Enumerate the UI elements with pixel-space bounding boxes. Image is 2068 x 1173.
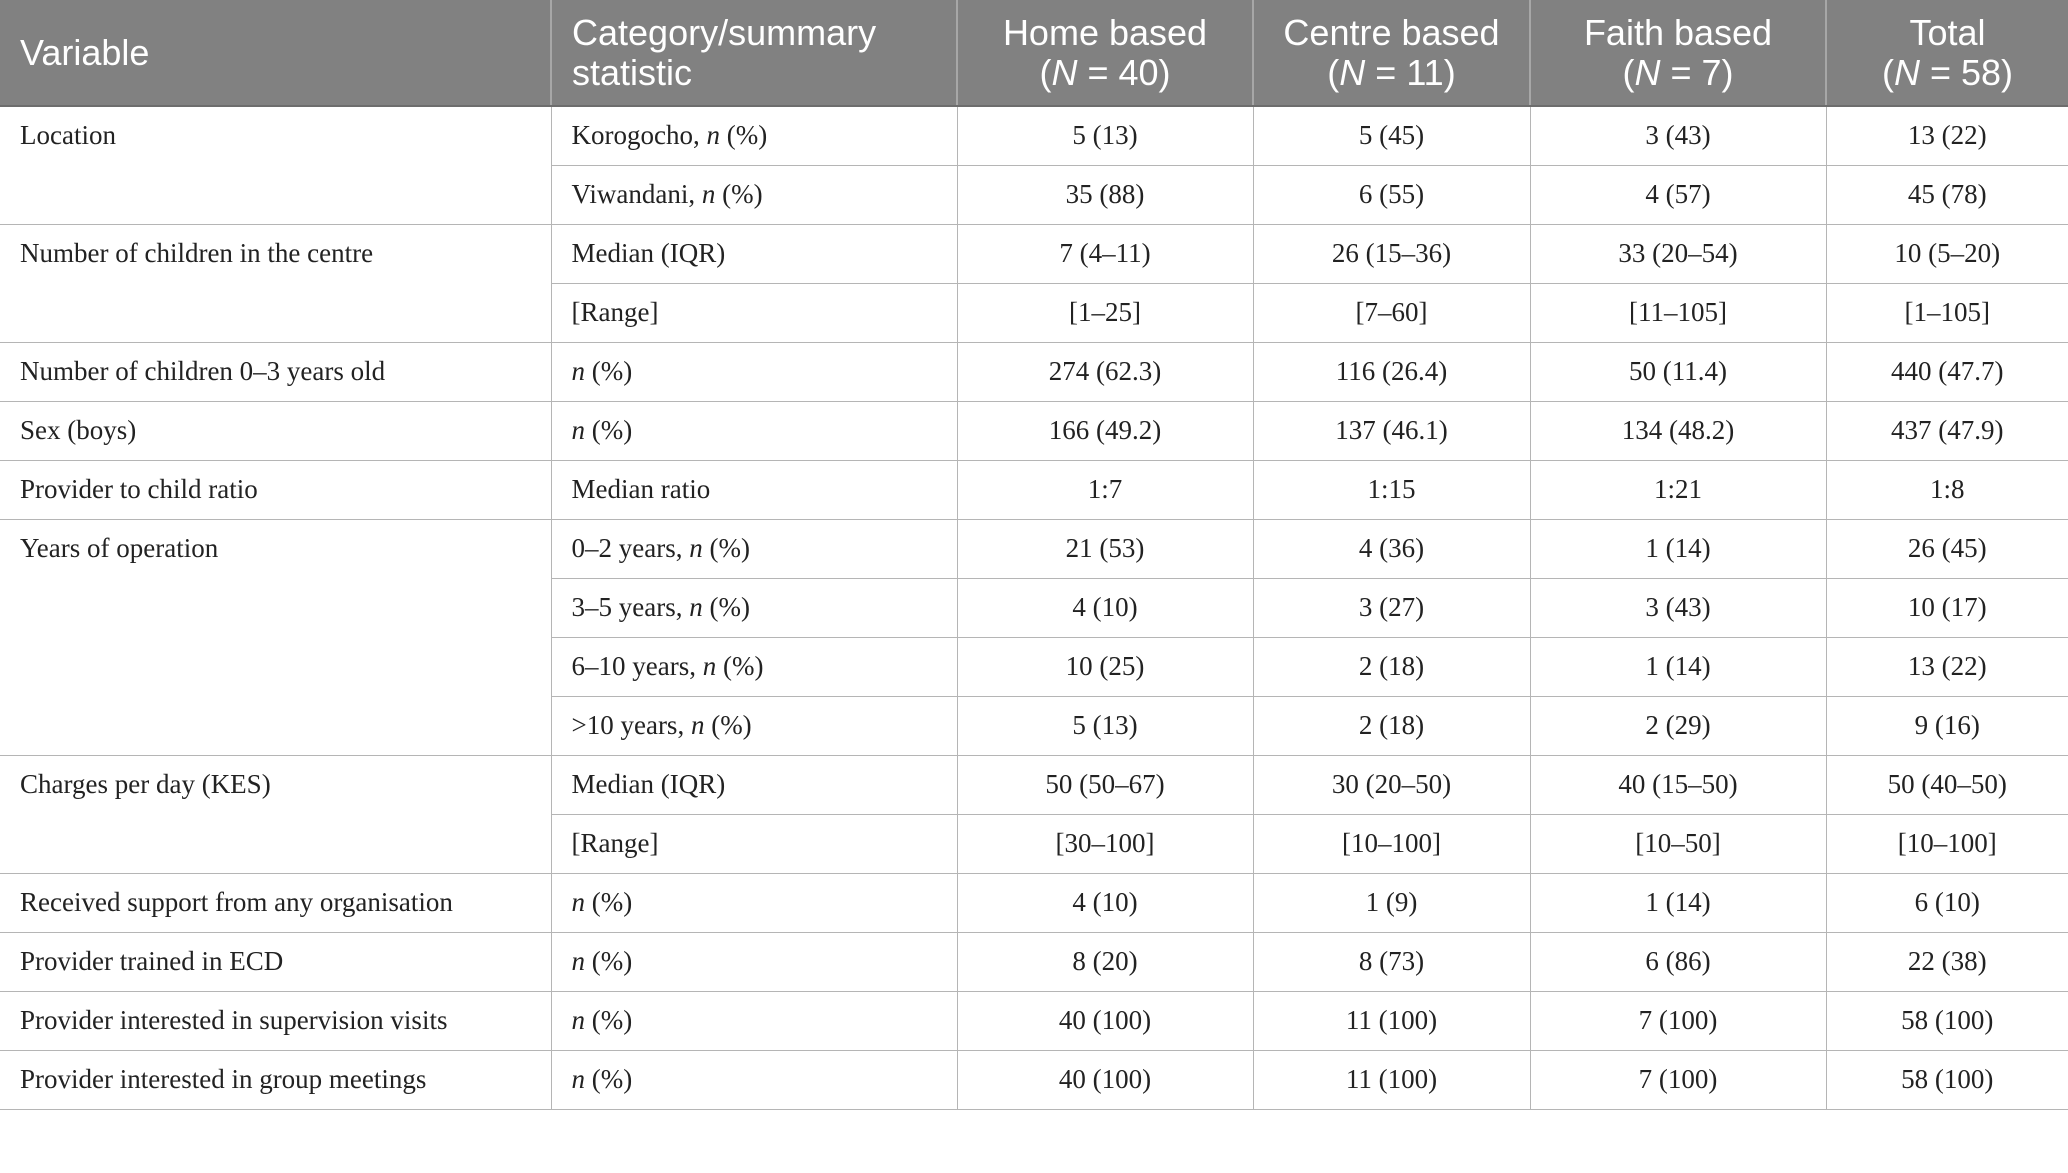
faith-cell: 2 (29) (1530, 696, 1826, 755)
header-centre-line1: Centre based (1283, 11, 1500, 53)
total-cell: 26 (45) (1826, 519, 2068, 578)
total-cell: 437 (47.9) (1826, 401, 2068, 460)
header-faith-based (1530, 0, 1826, 106)
variable-cell: Sex (boys) (0, 401, 551, 460)
home-cell: 5 (13) (957, 106, 1253, 165)
table-row (0, 224, 2068, 283)
home-cell: 4 (10) (957, 578, 1253, 637)
table-row (0, 460, 2068, 519)
faith-cell: [10–50] (1530, 814, 1826, 873)
faith-cell: 6 (86) (1530, 932, 1826, 991)
category-cell: Median ratio (551, 460, 957, 519)
faith-cell: 1 (14) (1530, 637, 1826, 696)
total-cell: 13 (22) (1826, 106, 2068, 165)
header-row (0, 0, 2068, 106)
home-cell: 1:7 (957, 460, 1253, 519)
category-cell: n (%) (551, 873, 957, 932)
header-centre-based (1253, 0, 1530, 106)
header-category-line2: statistic (572, 51, 693, 93)
category-cell: Korogocho, n (%) (551, 106, 957, 165)
faith-cell: 3 (43) (1530, 578, 1826, 637)
header-faith-line1: Faith based (1583, 11, 1773, 53)
home-cell: 166 (49.2) (957, 401, 1253, 460)
variable-cell: Provider interested in group meetings (0, 1050, 551, 1109)
faith-cell: 3 (43) (1530, 106, 1826, 165)
home-cell: 4 (10) (957, 873, 1253, 932)
faith-cell: 33 (20–54) (1530, 224, 1826, 283)
variable-cell: Charges per day (KES) (0, 755, 551, 873)
faith-cell: 40 (15–50) (1530, 755, 1826, 814)
faith-cell: 1 (14) (1530, 519, 1826, 578)
faith-cell: 7 (100) (1530, 991, 1826, 1050)
table-row (0, 106, 2068, 165)
variable-cell: Number of children 0–3 years old (0, 342, 551, 401)
faith-cell: 1:21 (1530, 460, 1826, 519)
home-cell: 40 (100) (957, 1050, 1253, 1109)
total-cell: 440 (47.7) (1826, 342, 2068, 401)
faith-cell: 134 (48.2) (1530, 401, 1826, 460)
home-cell: 7 (4–11) (957, 224, 1253, 283)
faith-cell: 7 (100) (1530, 1050, 1826, 1109)
category-cell: n (%) (551, 401, 957, 460)
header-category (551, 0, 957, 106)
total-cell: 58 (100) (1826, 991, 2068, 1050)
centre-cell: 2 (18) (1253, 637, 1530, 696)
table-row (0, 342, 2068, 401)
total-cell: 6 (10) (1826, 873, 2068, 932)
category-cell: n (%) (551, 991, 957, 1050)
home-cell: [1–25] (957, 283, 1253, 342)
total-cell: 9 (16) (1826, 696, 2068, 755)
home-cell: 35 (88) (957, 165, 1253, 224)
home-cell: [30–100] (957, 814, 1253, 873)
centre-cell: [10–100] (1253, 814, 1530, 873)
header-variable-label: Variable (20, 31, 150, 73)
table-header (0, 0, 2068, 106)
total-cell: 10 (17) (1826, 578, 2068, 637)
header-home-based (957, 0, 1253, 106)
home-cell: 21 (53) (957, 519, 1253, 578)
total-cell: [10–100] (1826, 814, 2068, 873)
variable-cell: Years of operation (0, 519, 551, 755)
table-row (0, 401, 2068, 460)
home-cell: 8 (20) (957, 932, 1253, 991)
header-total (1826, 0, 2068, 106)
table-row (0, 873, 2068, 932)
home-cell: 50 (50–67) (957, 755, 1253, 814)
table-row (0, 1050, 2068, 1109)
category-cell: 6–10 years, n (%) (551, 637, 957, 696)
header-faith-line2: (N = 7) (1622, 51, 1734, 93)
centre-cell: 11 (100) (1253, 1050, 1530, 1109)
table-row (0, 991, 2068, 1050)
header-home-line1: Home based (1002, 11, 1208, 53)
centre-cell: 116 (26.4) (1253, 342, 1530, 401)
total-cell: [1–105] (1826, 283, 2068, 342)
table-row (0, 755, 2068, 814)
category-cell: Median (IQR) (551, 224, 957, 283)
category-cell: Viwandani, n (%) (551, 165, 957, 224)
variable-cell: Location (0, 106, 551, 224)
centre-cell: 1 (9) (1253, 873, 1530, 932)
category-cell: n (%) (551, 342, 957, 401)
category-cell: n (%) (551, 932, 957, 991)
category-cell: Median (IQR) (551, 755, 957, 814)
category-cell: [Range] (551, 283, 957, 342)
total-cell: 58 (100) (1826, 1050, 2068, 1109)
table-body (0, 106, 2068, 1109)
faith-cell: [11–105] (1530, 283, 1826, 342)
faith-cell: 1 (14) (1530, 873, 1826, 932)
home-cell: 40 (100) (957, 991, 1253, 1050)
variable-cell: Received support from any organisation (0, 873, 551, 932)
header-centre-line2: (N = 11) (1327, 51, 1456, 93)
centre-cell: 11 (100) (1253, 991, 1530, 1050)
header-category-line1: Category/summary (572, 11, 877, 53)
centre-cell: 26 (15–36) (1253, 224, 1530, 283)
total-cell: 45 (78) (1826, 165, 2068, 224)
header-total-line1: Total (1909, 11, 1986, 53)
variable-cell: Number of children in the centre (0, 224, 551, 342)
centre-cell: 30 (20–50) (1253, 755, 1530, 814)
category-cell: 3–5 years, n (%) (551, 578, 957, 637)
category-cell: n (%) (551, 1050, 957, 1109)
table-row (0, 932, 2068, 991)
total-cell: 22 (38) (1826, 932, 2068, 991)
category-cell: 0–2 years, n (%) (551, 519, 957, 578)
centre-cell: 5 (45) (1253, 106, 1530, 165)
table-row (0, 519, 2068, 578)
centre-cell: 8 (73) (1253, 932, 1530, 991)
home-cell: 274 (62.3) (957, 342, 1253, 401)
category-cell: >10 years, n (%) (551, 696, 957, 755)
centre-cell: 6 (55) (1253, 165, 1530, 224)
total-cell: 10 (5–20) (1826, 224, 2068, 283)
variable-cell: Provider interested in supervision visits (0, 991, 551, 1050)
centre-cell: 2 (18) (1253, 696, 1530, 755)
centre-cell: 4 (36) (1253, 519, 1530, 578)
total-cell: 1:8 (1826, 460, 2068, 519)
total-cell: 50 (40–50) (1826, 755, 2068, 814)
total-cell: 13 (22) (1826, 637, 2068, 696)
centre-cell: 3 (27) (1253, 578, 1530, 637)
centre-cell: 137 (46.1) (1253, 401, 1530, 460)
variable-cell: Provider trained in ECD (0, 932, 551, 991)
centre-cell: [7–60] (1253, 283, 1530, 342)
home-cell: 10 (25) (957, 637, 1253, 696)
faith-cell: 4 (57) (1530, 165, 1826, 224)
header-home-line2: (N = 40) (1039, 51, 1171, 93)
centre-cell: 1:15 (1253, 460, 1530, 519)
home-cell: 5 (13) (957, 696, 1253, 755)
faith-cell: 50 (11.4) (1530, 342, 1826, 401)
variable-cell: Provider to child ratio (0, 460, 551, 519)
header-total-line2: (N = 58) (1881, 51, 2014, 93)
header-variable (0, 0, 551, 106)
category-cell: [Range] (551, 814, 957, 873)
